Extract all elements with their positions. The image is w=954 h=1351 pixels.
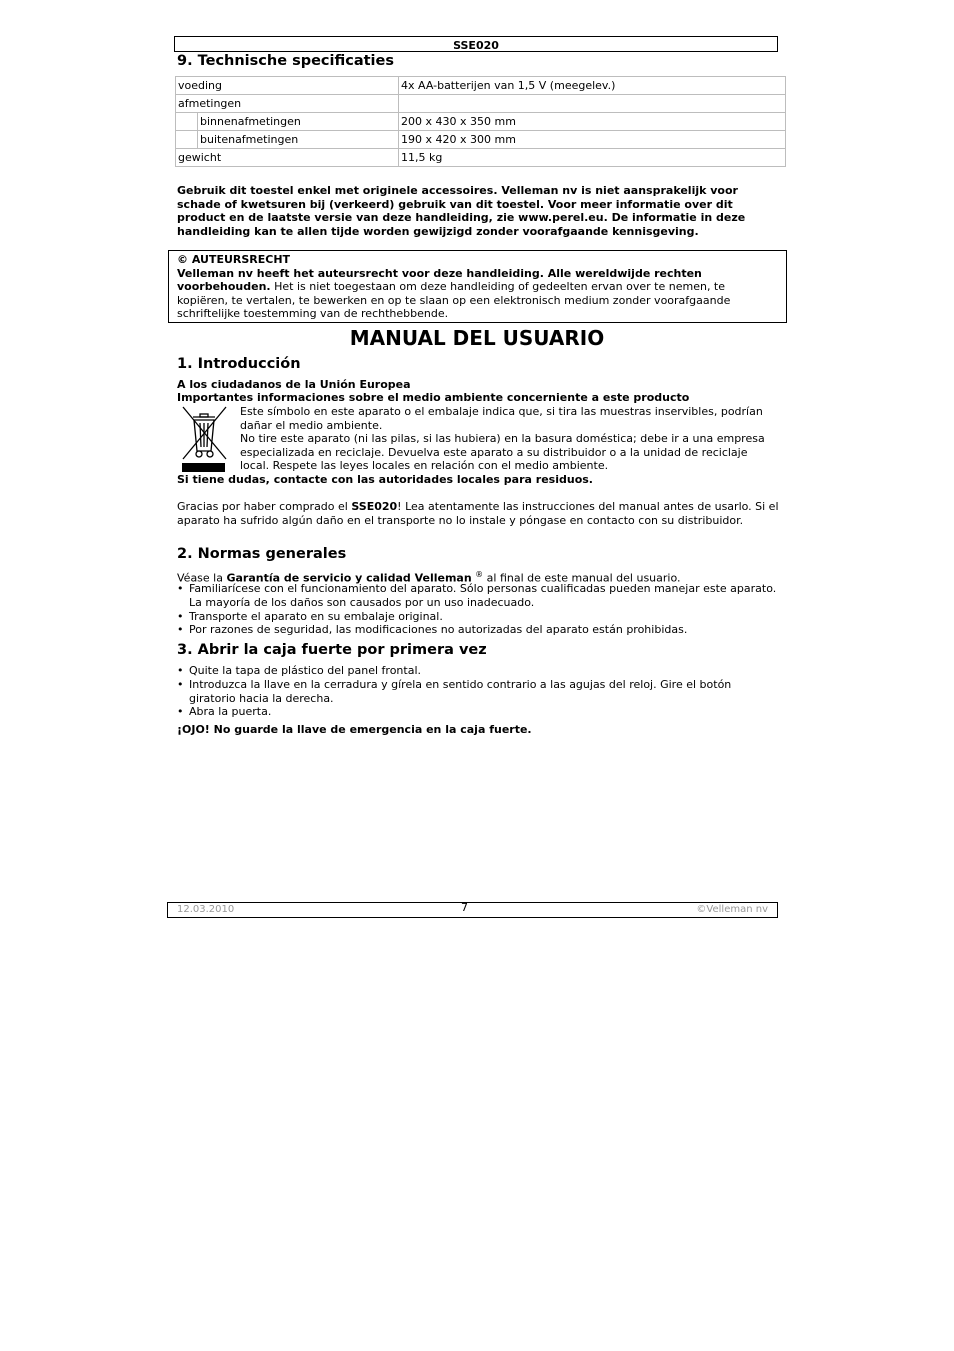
spec-table [175, 76, 786, 167]
section-heading-general-rules: 2. Normas generales [177, 546, 347, 562]
footer-date: 12.03.2010 [177, 904, 235, 915]
environment-subheading: Importantes informaciones sobre el medio ambiente concerniente a este producto [177, 391, 690, 404]
general-lead-prefix: Véase la [177, 571, 227, 585]
copyright-box [168, 250, 787, 323]
eu-citizens-subheading: A los ciudadanos de la Unión Europea [177, 378, 411, 391]
warranty-reference: Garantía de servicio y calidad Velleman [226, 571, 472, 585]
page-footer [167, 902, 778, 918]
spec-value: 190 x 420 x 300 mm [399, 131, 786, 149]
spec-value: 4x AA-batterijen van 1,5 V (meegelev.) [399, 77, 786, 95]
list-item: • Abra la puerta. [177, 705, 777, 719]
spec-value: 11,5 kg [399, 149, 786, 167]
page-header-model: SSE020 [174, 36, 778, 52]
spec-indent-cell [176, 113, 198, 131]
footer-copyright: ©Velleman nv [696, 904, 768, 915]
spec-label: voeding [176, 77, 399, 95]
thanks-prefix: Gracias por haber comprado el [177, 500, 352, 513]
registered-mark: ® [475, 570, 484, 579]
general-lead-suffix: al final de este manual del usuario. [483, 571, 681, 585]
table-row [176, 77, 786, 95]
spec-value [399, 95, 786, 113]
section-heading-introduction: 1. Introducción [177, 356, 301, 372]
thanks-model: SSE020 [351, 500, 398, 513]
opening-steps-list [177, 664, 777, 719]
list-item: • Familiarícese con el funcionamiento del aparato. Sólo personas cualificadas pueden manejar este aparato. La mayoría de los daños son causados por un uso inadecuado. [177, 582, 777, 610]
spec-indent-cell [176, 131, 198, 149]
copyright-bold-text: Velleman nv heeft het auteursrecht voor deze handleiding. Alle wereldwijde rechten voorbehouden. [177, 266, 702, 293]
section-heading-technical-specs: 9. Technische specificaties [177, 53, 394, 69]
emergency-key-warning: ¡OJO! No guarde la llave de emergencia en la caja fuerte. [177, 723, 532, 736]
table-row [176, 113, 786, 131]
copyright-title: © AUTEURSRECHT [177, 253, 291, 266]
weee-paragraph-1: Este símbolo en este aparato o el embalaje indica que, si tira las muestras inservibles, podrían dañar el medio ambiente. [240, 405, 763, 432]
section-heading-opening: 3. Abrir la caja fuerte por primera vez [177, 642, 487, 658]
weee-paragraph-2: No tire este aparato (ni las pilas, si las hubiera) en la basura doméstica; debe ir a una empresa especializada en reciclaje. Devuelva este aparato a su distribuidor o a la unidad de reciclaje local. Respete las leyes locales en relación con el medio ambiente. [240, 432, 765, 472]
manual-title: MANUAL DEL USUARIO [349, 326, 605, 350]
accessories-notice: Gebruik dit toestel enkel met originele accessoires. Velleman nv is niet aansprakelijk voor schade of kwetsuren bij (verkeerd) gebruik van dit toestel. Voor meer informatie over dit product en de laatste versie van deze handleiding, zie www.perel.eu. De informatie in deze handleiding kan te allen tijde worden gewijzigd zonder voorafgaande kennisgeving. [177, 184, 746, 238]
general-rules-list [177, 582, 777, 637]
list-item: • Quite la tapa de plástico del panel frontal. [177, 664, 777, 678]
doubts-contact-line: Si tiene dudas, contacte con las autoridades locales para residuos. [177, 473, 593, 486]
table-row [176, 95, 786, 113]
footer-page-number: 7 [461, 901, 468, 914]
spec-value: 200 x 430 x 350 mm [399, 113, 786, 131]
weee-bin-icon [179, 405, 229, 475]
thanks-suffix: ! Lea atentamente las instrucciones del manual antes de usarlo. Si el aparato ha sufrido algún daño en el transporte no lo instale y póngase en contacto con su distribuidor. [177, 500, 779, 527]
spec-label: afmetingen [176, 95, 399, 113]
spec-label: buitenafmetingen [198, 131, 399, 149]
thanks-paragraph [177, 500, 781, 527]
table-row [176, 131, 786, 149]
copyright-text: Het is niet toegestaan om deze handleiding of gedeelten ervan over te nemen, te kopiëren, te vertalen, te bewerken en op te slaan op een elektronisch medium zonder voorafgaande schriftelijke toestemming van de rechthebbende. [177, 280, 731, 320]
copyright-paragraph [177, 253, 777, 321]
spec-label: gewicht [176, 149, 399, 167]
table-row [176, 149, 786, 167]
list-item: • Por razones de seguridad, las modificaciones no autorizadas del aparato están prohibidas. [177, 623, 777, 637]
list-item: • Introduzca la llave en la cerradura y gírela en sentido contrario a las agujas del reloj. Gire el botón giratorio hacia la derecha. [177, 678, 777, 706]
spec-label: binnenafmetingen [198, 113, 399, 131]
list-item: • Transporte el aparato en su embalaje original. [177, 610, 777, 624]
